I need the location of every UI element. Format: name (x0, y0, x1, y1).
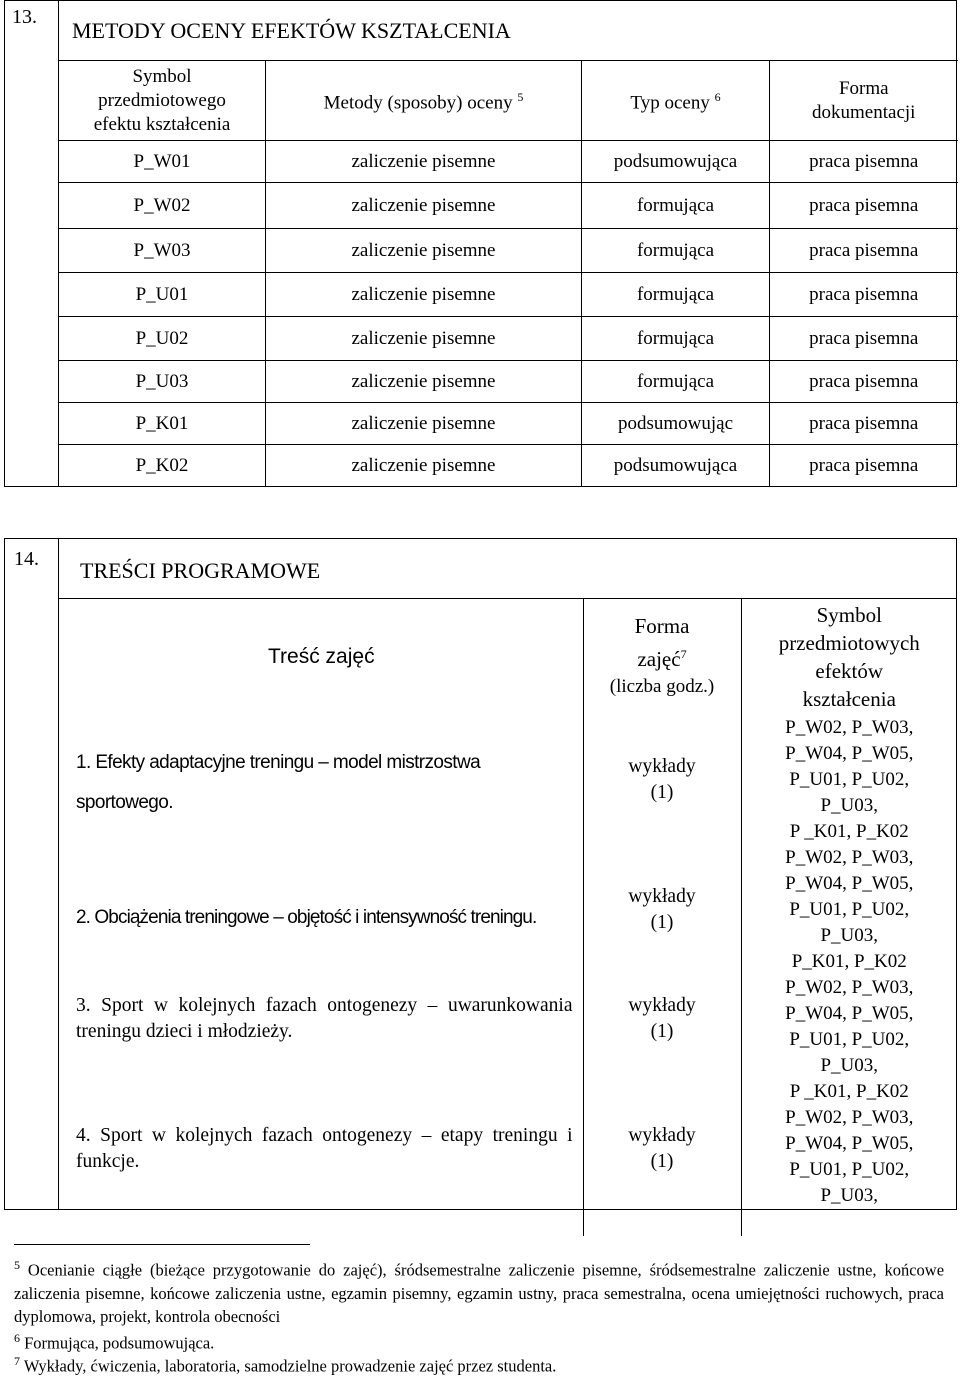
program-row (58, 715, 957, 845)
form-hours-cell (583, 715, 741, 845)
effect-symbol-line: P_W04, P_W05, (785, 742, 914, 764)
effect-symbol-line: P _K01, P_K02 (789, 1080, 909, 1102)
methods-column-header (266, 61, 582, 141)
form-column-header (770, 61, 958, 141)
form-hours-line: wykłady (628, 994, 696, 1016)
content-line: 1. Efekty adaptacyjne treningu – model mistrzostwa (76, 751, 481, 773)
form-hours-header-line: zajęć (637, 647, 681, 672)
content-line: 4. Sport w kolejnych fazach ontogenezy – etapy treningu i funkcje. (76, 1124, 573, 1172)
method-cell: zaliczenie pisemne (266, 141, 582, 183)
form-hours-line: wykłady (628, 1124, 696, 1146)
content-cell (58, 715, 583, 845)
assessment-type-cell: podsumowująca (582, 141, 770, 183)
section-13-number-divider (58, 0, 59, 62)
assessment-type-cell: formująca (582, 183, 770, 229)
content-cell (58, 845, 583, 975)
effect-symbol-line: P_U01, P_U02, (789, 1028, 910, 1050)
effect-symbol-line: P_W04, P_W05, (785, 1132, 914, 1154)
section-13-number: 13. (12, 6, 37, 28)
assessment-row (59, 229, 958, 273)
effects-header-line: efektów (815, 658, 884, 683)
form-header-line: Forma (838, 77, 889, 99)
effect-symbol-line: P_U01, P_U02, (789, 898, 910, 920)
documentation-form-cell: praca pisemna (770, 229, 958, 273)
effect-symbol-cell: P_W03 (59, 229, 266, 273)
documentation-form-cell: praca pisemna (770, 361, 958, 403)
content-cell (58, 975, 583, 1105)
assessment-type-cell: formująca (582, 273, 770, 317)
effect-symbol-line: P_U03, (820, 924, 879, 946)
form-hours-cell (583, 975, 741, 1105)
assessment-row (59, 403, 958, 445)
documentation-form-cell: praca pisemna (770, 273, 958, 317)
effect-symbol-line: P_U03, (820, 1184, 879, 1206)
program-content-table (58, 598, 957, 1236)
effect-symbol-line: P_W04, P_W05, (785, 1002, 914, 1024)
assessment-methods-table (58, 60, 958, 487)
effects-header-line: Symbol (816, 602, 882, 627)
effect-symbols-cell (741, 975, 957, 1105)
assessment-type-cell: formująca (582, 317, 770, 361)
section-14-number: 14. (14, 548, 39, 570)
documentation-form-cell: praca pisemna (770, 141, 958, 183)
form-hours-line: (1) (650, 1150, 674, 1172)
effect-symbol-line: P_W02, P_W03, (785, 1106, 914, 1128)
assessment-header-row (59, 61, 958, 141)
type-column-header (582, 61, 770, 141)
effect-symbol-line: P_U01, P_U02, (789, 768, 910, 790)
method-cell: zaliczenie pisemne (266, 183, 582, 229)
effect-symbols-cell (741, 1105, 957, 1236)
form-hours-column-header (583, 599, 741, 715)
effects-header-line: kształcenia (802, 686, 896, 711)
form-hours-header-line: (liczba godz.) (609, 676, 715, 698)
effect-symbol-line: P_U01, P_U02, (789, 1158, 910, 1180)
form-header-line: dokumentacji (812, 101, 916, 123)
effect-symbol-cell: P_W01 (59, 141, 266, 183)
symbol-header-line: Symbol (132, 65, 192, 87)
effect-symbols-cell (741, 715, 957, 845)
footnote-ref-5: 5 (517, 90, 524, 105)
footnote-mark: 5 (14, 1258, 20, 1272)
form-hours-line: wykłady (628, 755, 696, 777)
form-hours-cell (583, 845, 741, 975)
effect-symbol-line: P_W02, P_W03, (785, 846, 914, 868)
method-cell: zaliczenie pisemne (266, 229, 582, 273)
method-cell: zaliczenie pisemne (266, 273, 582, 317)
footnote-text: Ocenianie ciągłe (bieżące przygotowanie do zajęć), śródsemestralne zaliczenie pisemne, śródsemestralne zaliczenie ustne, końcowe zaliczenia pisemne, końcowe zaliczenia ustne, egzamin pisemny, egzamin ustny, praca semestralna, ocena umiejętności ruchowych, praca dyplomowa, projekt, kontrola obecności (14, 1260, 945, 1326)
form-hours-header-line: Forma (634, 614, 690, 639)
effect-symbol-line: P_W04, P_W05, (785, 872, 914, 894)
program-header-row (58, 599, 957, 715)
content-line: sportowego. (76, 791, 173, 813)
assessment-type-cell: formująca (582, 229, 770, 273)
content-line: 3. Sport w kolejnych fazach ontogenezy – uwarunkowania treningu dzieci i młodzieży. (76, 994, 573, 1042)
symbol-column-header (59, 61, 266, 141)
effect-symbol-line: P_K01, P_K02 (791, 950, 907, 972)
assessment-row (59, 183, 958, 229)
method-cell: zaliczenie pisemne (266, 361, 582, 403)
documentation-form-cell: praca pisemna (770, 317, 958, 361)
footnote-ref-7: 7 (680, 647, 687, 662)
method-cell: zaliczenie pisemne (266, 445, 582, 487)
assessment-row (59, 273, 958, 317)
content-header-text: Treść zajęć (268, 645, 375, 668)
documentation-form-cell: praca pisemna (770, 183, 958, 229)
methods-header-text: Metody (sposoby) oceny (323, 92, 513, 114)
footnote-mark: 6 (14, 1331, 20, 1345)
effect-symbol-cell: P_U02 (59, 317, 266, 361)
content-line: 2. Obciążenia treningowe – objętość i intensywność treningu. (76, 906, 537, 928)
effect-symbol-cell: P_K01 (59, 403, 266, 445)
content-cell (58, 1105, 583, 1236)
effect-symbol-line: P_U03, (820, 1054, 879, 1076)
program-row (58, 845, 957, 975)
effect-symbols-cell (741, 845, 957, 975)
method-cell: zaliczenie pisemne (266, 317, 582, 361)
method-cell: zaliczenie pisemne (266, 403, 582, 445)
effect-symbol-cell: P_U01 (59, 273, 266, 317)
effect-symbol-line: P_W02, P_W03, (785, 716, 914, 738)
assessment-type-cell: podsumowująca (582, 445, 770, 487)
form-hours-line: (1) (650, 1020, 674, 1042)
effects-header-line: przedmiotowych (778, 630, 920, 655)
form-hours-line: (1) (650, 781, 674, 803)
footnote-ref-6: 6 (714, 90, 721, 105)
effect-symbol-line: P_U03, (820, 794, 879, 816)
effect-symbol-cell: P_K02 (59, 445, 266, 487)
footnote-text: Wykłady, ćwiczenia, laboratoria, samodzielne prowadzenie zajęć przez studenta. (23, 1356, 557, 1376)
symbol-header-line: efektu kształcenia (93, 113, 231, 135)
documentation-form-cell: praca pisemna (770, 445, 958, 487)
assessment-type-cell: podsumowując (582, 403, 770, 445)
assessment-type-cell: formująca (582, 361, 770, 403)
assessment-row (59, 361, 958, 403)
program-row (58, 1105, 957, 1236)
assessment-row (59, 445, 958, 487)
assessment-row (59, 141, 958, 183)
section-13-title: METODY OCENY EFEKTÓW KSZTAŁCENIA (72, 18, 511, 43)
symbol-header-line: przedmiotowego (98, 89, 226, 111)
section-14-title: TREŚCI PROGRAMOWE (80, 558, 321, 583)
footnote-5 (14, 1254, 944, 1328)
form-hours-cell (583, 1105, 741, 1236)
footnote-text: Formująca, podsumowująca. (24, 1333, 215, 1353)
effect-symbol-line: P_W02, P_W03, (785, 976, 914, 998)
footnote-mark: 7 (14, 1354, 20, 1368)
content-column-header (58, 599, 583, 715)
form-hours-line: wykłady (628, 885, 696, 907)
assessment-row (59, 317, 958, 361)
footnote-7 (14, 1350, 944, 1378)
effect-symbol-cell: P_U03 (59, 361, 266, 403)
effect-symbol-cell: P_W02 (59, 183, 266, 229)
effects-column-header (741, 599, 957, 715)
type-header-text: Typ oceny (630, 92, 710, 114)
program-row (58, 975, 957, 1105)
form-hours-line: (1) (650, 911, 674, 933)
effect-symbol-line: P _K01, P_K02 (789, 820, 909, 842)
footnote-separator (14, 1244, 310, 1245)
documentation-form-cell: praca pisemna (770, 403, 958, 445)
